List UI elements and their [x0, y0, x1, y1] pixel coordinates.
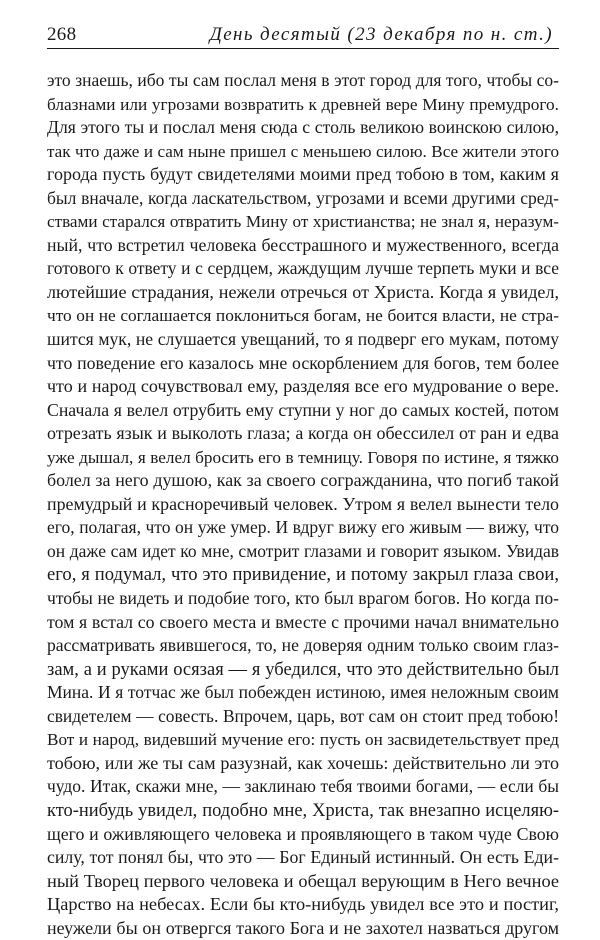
text-line: шится мук, не слушается увещаний, то я подверг его мукам, потому — [47, 329, 559, 350]
running-title: День десятый (23 декабря по н. ст.) — [209, 24, 553, 45]
text-line: премудрый и красноречивый человек. Утром я велел вынести тело — [47, 493, 559, 514]
text-line: зам, а и руками осязая — я убедился, что это действительно был — [47, 658, 559, 680]
text-line: чтобы не видеть и подобие того, кто был врагом богов. Но когда по- — [47, 588, 559, 609]
text-line: так что даже и сам ныне пришел с меньшею силою. Все жители этого — [47, 141, 559, 161]
text-line: он даже сам идет ко мне, смотрит глазами и говорит языком. Увидав — [47, 540, 559, 561]
text-line: что он не соглашается поклониться богам, не боится власти, не стра- — [47, 306, 559, 326]
text-line: болел за него душою, как за своего согражданина, что погиб такой — [47, 470, 559, 491]
text-line: уже дышал, я велел бросить его в темницу. Говоря по истине, я тяжко — [47, 447, 559, 467]
text-line: отрезать язык и выколоть глаза; а когда он обессилел от ран и едва — [47, 423, 559, 444]
text-line: ствами старался отвратить Мину от христианства; не знал я, неразум- — [47, 212, 559, 232]
body-text — [47, 69, 559, 940]
text-line: рассматривать явившегося, то, не доверяя одним только своим глаз- — [47, 635, 559, 656]
text-line: ный Творец первого человека и обещал верующим в Него вечное — [47, 870, 559, 891]
text-line: города пусть будут свидетелями моими пред тобою в том, каким я — [47, 164, 559, 185]
running-header — [47, 20, 559, 49]
text-line: щего и оживляющего человека и проявляющего в таком чуде Свою — [47, 823, 559, 844]
text-line: неужели бы он отвергся такого Бога и не захотел назваться другом — [47, 917, 559, 938]
text-line: Для этого ты и послал меня сюда с столь великою воинскою силою, — [47, 117, 559, 138]
text-line: кто-нибудь увидел, подобно мне, Христа, так внезапно исцеляю- — [47, 799, 559, 820]
text-line: Вот и народ, видевший мучение его: пусть он засвидетельствует пред — [47, 730, 559, 750]
text-line: том я встал со своего места и вместе с прочими начал внимательно — [47, 611, 559, 632]
text-line: был вначале, когда ласкательством, угрозами и всеми другими сред- — [47, 187, 559, 208]
text-line: готового к ответу и с сердцем, жаждущим лучше терпеть муки и все — [47, 258, 559, 279]
text-line: чудо. Итак, скажи мне, — заклинаю тебя твоими богами, — если бы — [47, 776, 559, 797]
text-line: что и народ сочувствовал ему, разделяя все его мудрование о вере. — [47, 376, 559, 397]
text-line: свидетелем — совесть. Впрочем, царь, вот сам он стоит пред тобою! — [47, 706, 559, 726]
text-line: его, я подумал, что это привидение, и потому закрыл глаза свои, — [47, 564, 559, 586]
text-line: что поведение его казалось мне оскорблением для богов, тем более — [47, 352, 559, 373]
text-line: силу, тот понял бы, что это — Бог Единый истинный. Он есть Еди- — [47, 847, 559, 868]
book-page — [47, 20, 559, 940]
text-line: Царство на небесах. Если бы кто-нибудь увидел все это и постиг, — [47, 894, 559, 915]
text-line: тобою, или же ты сам разузнай, как хочешь: действительно ли это — [47, 752, 559, 773]
text-line: Сначала я велел отрубить ему ступни у ног до самых костей, потом — [47, 399, 559, 420]
text-line: ный, что встретил человека бесстрашного и мужественного, всегда — [47, 234, 559, 255]
text-line: Мина. И я тотчас же был побежден истиною, имея неложным своим — [47, 682, 559, 703]
page-number: 268 — [47, 24, 77, 45]
text-line: блазнами или угрозами возвратить к древней вере Мину премудрого. — [47, 94, 559, 114]
text-line: лютейшие страдания, нежели отречься от Христа. Когда я увидел, — [47, 281, 559, 302]
text-line: его, полагая, что он уже умер. И вдруг вижу его живым — вижу, что — [47, 517, 559, 538]
text-line: это знаешь, ибо ты сам послал меня в этот город для того, чтобы со- — [47, 70, 559, 90]
